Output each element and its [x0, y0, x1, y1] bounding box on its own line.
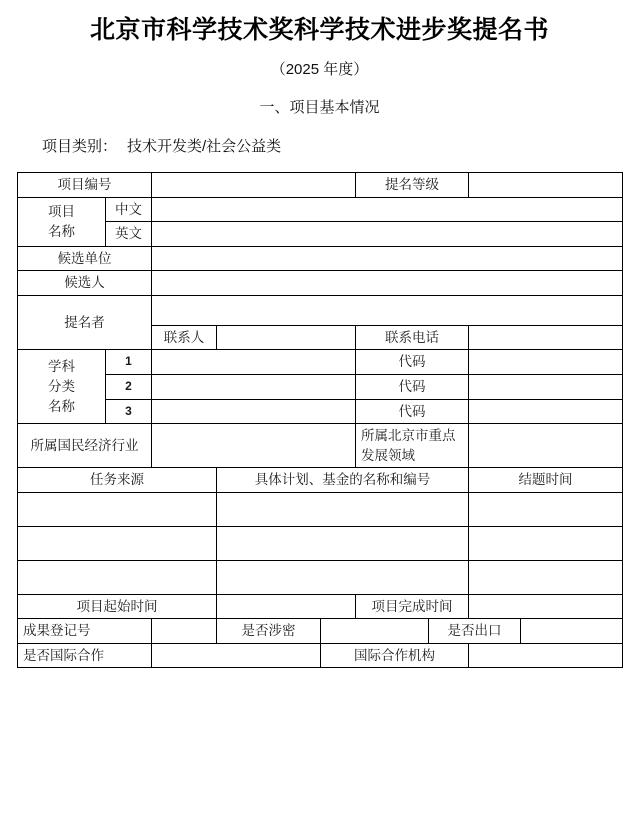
is-confidential-label: 是否涉密 [217, 619, 321, 644]
project-category-label: 项目类别： [42, 138, 118, 155]
table-row-discipline-1 [18, 350, 623, 375]
project-finish-label: 项目完成时间 [356, 594, 469, 619]
table-row-project-number [18, 173, 623, 198]
completion-time-header: 结题时间 [469, 468, 623, 493]
project-category-value: 技术开发类/社会公益类 [127, 138, 282, 155]
project-number-label: 项目编号 [18, 173, 152, 198]
project-start-label: 项目起始时间 [18, 594, 217, 619]
is-export-label: 是否出口 [429, 619, 521, 644]
section-heading: 一、项目基本情况 [259, 99, 380, 116]
candidate-unit-value[interactable] [152, 246, 623, 271]
table-row-task-source-entry [18, 492, 623, 526]
project-start-value[interactable] [217, 594, 356, 619]
beijing-key-field-value[interactable] [469, 424, 623, 468]
plan-name-value[interactable] [217, 560, 469, 594]
table-row-discipline-2 [18, 374, 623, 399]
table-row-nominator [18, 295, 623, 325]
candidate-person-value[interactable] [152, 271, 623, 296]
contact-phone-value[interactable] [469, 325, 623, 350]
project-name-chinese-label: 中文 [106, 197, 152, 222]
is-export-value[interactable] [521, 619, 623, 644]
discipline-index-1: 1 [106, 350, 152, 375]
discipline-name-2[interactable] [152, 374, 356, 399]
contact-phone-label: 联系电话 [356, 325, 469, 350]
industry-label: 所属国民经济行业 [18, 424, 152, 468]
project-category-line [0, 135, 639, 156]
project-name-english-label: 英文 [106, 222, 152, 247]
discipline-name-3[interactable] [152, 399, 356, 424]
international-org-value[interactable] [469, 643, 623, 668]
project-basic-info-table [17, 172, 623, 668]
table-row-task-source-entry [18, 526, 623, 560]
discipline-code-value-3[interactable] [469, 399, 623, 424]
completion-time-value[interactable] [469, 492, 623, 526]
beijing-key-field-label-line1: 所属北京市重点 [361, 428, 456, 444]
task-source-header: 任务来源 [18, 468, 217, 493]
nomination-level-value[interactable] [469, 173, 623, 198]
project-name-label-line1: 项目 [48, 204, 75, 220]
table-row-discipline-3 [18, 399, 623, 424]
discipline-label [18, 350, 106, 424]
beijing-key-field-label-line2: 发展领域 [361, 447, 416, 463]
nomination-level-label: 提名等级 [356, 173, 469, 198]
table-row-international [18, 643, 623, 668]
discipline-code-label-1: 代码 [356, 350, 469, 375]
table-row-candidate-person [18, 271, 623, 296]
discipline-label-line2: 分类 [48, 378, 75, 394]
table-row-achievement [18, 619, 623, 644]
discipline-code-value-1[interactable] [469, 350, 623, 375]
plan-name-header: 具体计划、基金的名称和编号 [217, 468, 469, 493]
is-international-value[interactable] [152, 643, 321, 668]
completion-time-value[interactable] [469, 526, 623, 560]
task-source-value[interactable] [18, 526, 217, 560]
discipline-name-1[interactable] [152, 350, 356, 375]
table-row-task-source-entry [18, 560, 623, 594]
achievement-reg-value[interactable] [152, 619, 217, 644]
project-name-label [18, 197, 106, 246]
table-row-candidate-unit [18, 246, 623, 271]
nominator-label: 提名者 [18, 295, 152, 350]
page-title: 北京市科学技术奖科学技术进步奖提名书 [89, 17, 549, 44]
discipline-index-3: 3 [106, 399, 152, 424]
international-org-label: 国际合作机构 [321, 643, 469, 668]
table-row-task-source-header [18, 468, 623, 493]
table-row-project-name-chinese [18, 197, 623, 222]
project-finish-value[interactable] [469, 594, 623, 619]
discipline-code-label-2: 代码 [356, 374, 469, 399]
achievement-reg-label: 成果登记号 [18, 619, 152, 644]
project-number-value[interactable] [152, 173, 356, 198]
industry-value[interactable] [152, 424, 356, 468]
task-source-value[interactable] [18, 492, 217, 526]
contact-person-value[interactable] [217, 325, 356, 350]
plan-name-value[interactable] [217, 492, 469, 526]
project-name-chinese-value[interactable] [152, 197, 623, 222]
contact-person-label: 联系人 [152, 325, 217, 350]
project-name-english-value[interactable] [152, 222, 623, 247]
is-confidential-value[interactable] [321, 619, 429, 644]
table-row-industry [18, 424, 623, 468]
candidate-person-label: 候选人 [18, 271, 152, 296]
document-year: （2025 年度） [270, 61, 369, 78]
candidate-unit-label: 候选单位 [18, 246, 152, 271]
is-international-label: 是否国际合作 [18, 643, 152, 668]
discipline-label-line3: 名称 [48, 398, 75, 414]
completion-time-value[interactable] [469, 560, 623, 594]
table-row-project-name-english [18, 222, 623, 247]
project-name-label-line2: 名称 [48, 223, 75, 239]
discipline-code-label-3: 代码 [356, 399, 469, 424]
beijing-key-field-label [356, 424, 469, 468]
discipline-code-value-2[interactable] [469, 374, 623, 399]
nominator-value[interactable] [152, 295, 623, 325]
plan-name-value[interactable] [217, 526, 469, 560]
discipline-label-line1: 学科 [48, 359, 75, 375]
discipline-index-2: 2 [106, 374, 152, 399]
table-row-project-dates [18, 594, 623, 619]
task-source-value[interactable] [18, 560, 217, 594]
